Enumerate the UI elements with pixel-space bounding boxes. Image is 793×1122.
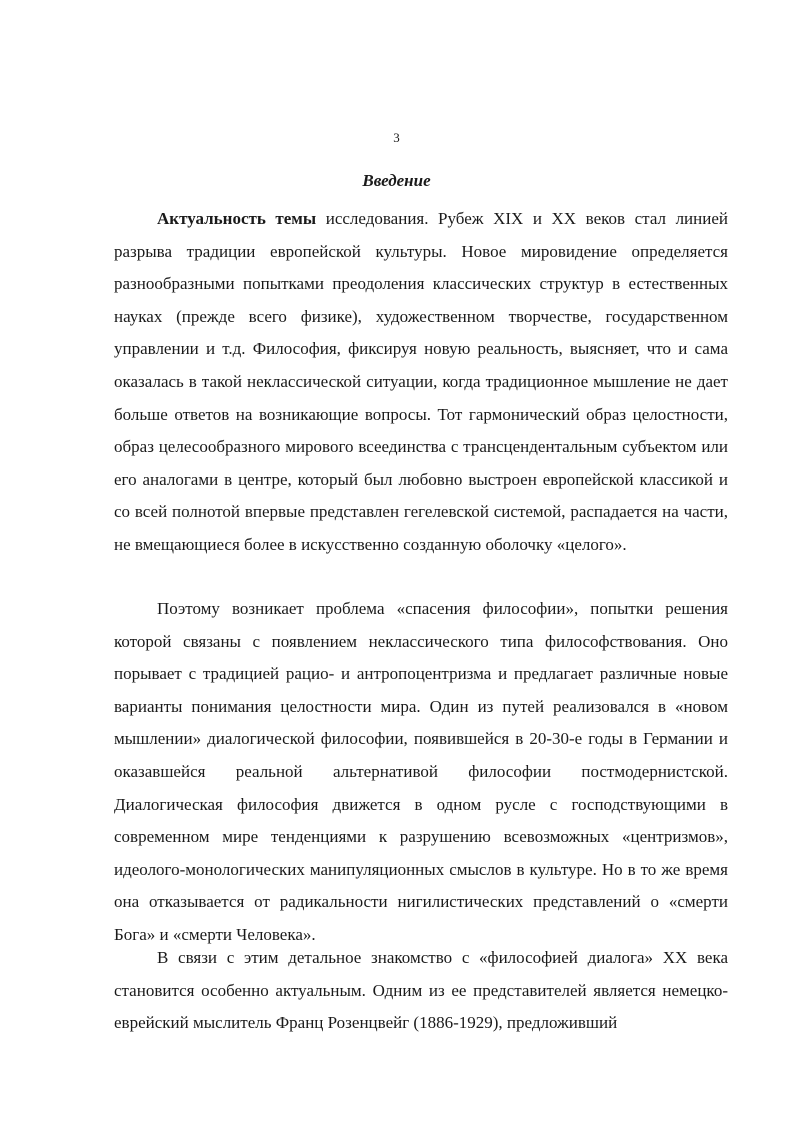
- paragraph-dialogic-philosophy: Поэтому возникает проблема «спасения философии», попытки решения которой связаны с появлением неклассического типа философствования. Оно порывает с традицией рацио- и антропоцентризма и предлагает различные новые варианты понимания целостности мира. Один из путей реализовался в «новом мышлении» диалогической философии, появившейся в 20-30-е годы в Германии и оказавшейся реальной альтернативой философии постмодернистской. Диалогическая философия движется в одном русле с господствующими в современном мире тенденциями к разрушению всевозможных «центризмов», идеолого-монологических манипуляционных смыслов в культуре. Но в то же время она отказывается от радикальности нигилистических представлений о «смерти Бога» и «смерти Человека».: [114, 599, 728, 944]
- paragraph-relevance: [114, 203, 728, 562]
- paragraph-text: исследования. Рубеж XIX и XX веков стал линией разрыва традиции европейской культуры. Новое мировидение определяется разнообразными попытками преодоления классических структур в естественных науках (прежде всего физике), художественном творчестве, государственном управлении и т.д. Философия, фиксируя новую реальность, выясняет, что и сама оказалась в такой неклассической ситуации, когда традиционное мышление не дает больше ответов на возникающие вопросы. Тот гармонический образ целостности, образ целесообразного мирового всеединства с трансцендентальным субъектом или его аналогами в центре, который был любовно выстроен европейской классикой и со всей полнотой впервые представлен гегелевской системой, распадается на части, не вмещающиеся более в искусственно созданную оболочку «целого».: [114, 209, 728, 554]
- relevance-term: Актуальность темы: [157, 209, 317, 228]
- section-title: Введение: [362, 171, 431, 190]
- paragraph-rosenzweig: В связи с этим детальное знакомство с «философией диалога» XX века становится особенно актуальным. Одним из ее представителей является немецко-еврейский мыслитель Франц Розенцвейг (1886-1929), предложивший: [114, 948, 728, 1033]
- page-number: 3: [393, 130, 400, 145]
